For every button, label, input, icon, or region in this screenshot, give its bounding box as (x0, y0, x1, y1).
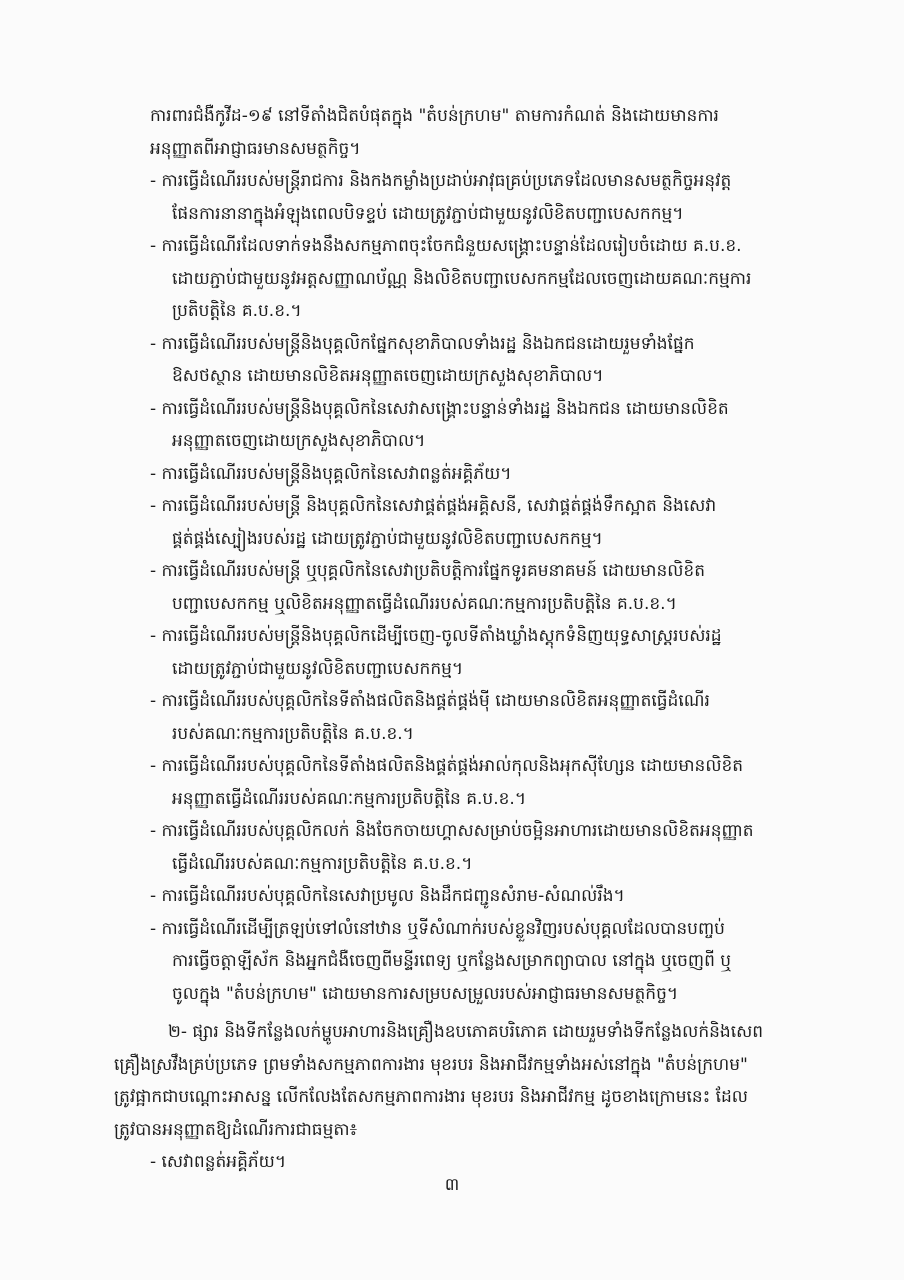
text-line: ត្រូវផ្អាកជាបណ្តោះអាសន្ន លើកលែងតែសកម្មភាពការងារ មុខរបរ និងអាជីវកម្ម ដូចខាងក្រោមនេះ ដែល (114, 1087, 748, 1107)
text-line: ការធ្វើចត្តាឡីស័ក និងអ្នកជំងឺចេញពីមន្ទីរពេទ្យ ឬកន្លែងសម្រាកព្យាបាល នៅក្នុង ឬចេញពី ឬ (172, 951, 732, 971)
list-item: - ការធ្វើដំណើររបស់បុគ្គលិកនៃទីតាំងផលិតនិងផ្គត់ផ្គង់អាល់កុលនិងអុកស៊ីហ្សែន ដោយមានលិខិត (150, 756, 744, 776)
list-item: - ការធ្វើដំណើររបស់បុគ្គលិកនៃសេវាប្រមូល និងដឹកជញ្ជូនសំរាម-សំណល់រឹង។ (150, 886, 625, 906)
list-item: - ការធ្វើដំណើររបស់មន្ត្រីនិងបុគ្គលិកនៃសេវាពន្លត់អគ្គិភ័យ។ (150, 463, 512, 484)
list-item: - សេវាពន្លត់អគ្គិភ័យ។ (150, 1152, 287, 1172)
text-line: បញ្ជាបេសកកម្ម ឬលិខិតអនុញ្ញាតធ្វើដំណើររបស់គណៈកម្មការប្រតិបត្តិនៃ គ.ប.ខ.។ (172, 593, 677, 614)
text-line: គ្រឿងស្រវឹងគ្រប់ប្រភេទ ព្រមទាំងសកម្មភាពការងារ មុខរបរ និងអាជីវកម្មទាំងអស់នៅក្នុង "តំបន់ក្រហម" (114, 1054, 748, 1075)
text-line: ធ្វើដំណើររបស់គណៈកម្មការប្រតិបត្តិនៃ គ.ប.ខ.។ (172, 853, 473, 874)
text-line: ឱសថស្ថាន ដោយមានលិខិតអនុញ្ញាតចេញដោយក្រសួងសុខាភិបាល។ (172, 366, 604, 386)
text-line: ចូលក្នុង "តំបន់ក្រហម" ដោយមានការសម្របសម្រួលរបស់អាជ្ញាធរមានសមត្ថកិច្ច។ (172, 983, 679, 1004)
list-item: - ការធ្វើដំណើររបស់មន្ត្រីរាជការ និងកងកម្លាំងប្រដាប់អាវុធគ្រប់ប្រភេទដែលមានសមត្ថកិច្ចអនុវត្ត (150, 171, 732, 191)
text-line: របស់គណៈកម្មការប្រតិបត្តិនៃ គ.ប.ខ.។ (172, 723, 414, 744)
list-item: - ការធ្វើដំណើររបស់មន្ត្រីនិងបុគ្គលិកនៃសេវាសង្គ្រោះបន្ទាន់ទាំងរដ្ឋ និងឯកជន ដោយមានលិខិត (150, 398, 729, 419)
section-heading-line: ២- ផ្សារ និងទីកន្លែងលក់ម្ហូបអាហារនិងគ្រឿងឧបភោគបរិភោគ ដោយរួមទាំងទីកន្លែងលក់និងសេព (168, 1022, 764, 1042)
text-line: ផ្គត់ផ្គង់ស្បៀងរបស់រដ្ឋ ដោយត្រូវភ្ជាប់ជាមួយនូវលិខិតបញ្ជាបេសកកម្ម។ (172, 528, 603, 549)
list-item: - ការធ្វើដំណើររបស់បុគ្គលិកលក់ និងចែកចាយហ្គាសសម្រាប់ចម្អិនអាហារដោយមានលិខិតអនុញ្ញាត (150, 821, 754, 841)
text-line: អនុញ្ញាតធ្វើដំណើររបស់គណៈកម្មការប្រតិបត្តិនៃ គ.ប.ខ.។ (172, 788, 527, 809)
text-line: ការពារជំងឺកូវីដ-១៩ នៅទីតាំងជិតបំផុតក្នុង "តំបន់ក្រហម" តាមការកំណត់ និងដោយមានការ (150, 106, 719, 126)
text-line: ដោយត្រូវភ្ជាប់ជាមួយនូវលិខិតបញ្ជាបេសកកម្ម។ (172, 658, 464, 679)
list-item: - ការធ្វើដំណើររបស់បុគ្គលិកនៃទីតាំងផលិតនិងផ្គត់ផ្គង់ម៉ី ដោយមានលិខិតអនុញ្ញាតធ្វើដំណើរ (150, 691, 710, 711)
list-item: - ការធ្វើដំណើរដើម្បីត្រឡប់ទៅលំនៅឋាន ឬទីសំណាក់របស់ខ្លួនវិញរបស់បុគ្គលដែលបានបញ្ចប់ (150, 918, 725, 939)
list-item: - ការធ្វើដំណើររបស់មន្ត្រីនិងបុគ្គលិកដើម្បីចេញ-ចូលទីតាំងឃ្លាំងស្តុកទំនិញយុទ្ធសាស្ត្ររបស់រដ្ឋ (150, 626, 722, 646)
text-line: ផែនការនានាក្នុងអំឡុងពេលបិទខ្ទប់ ដោយត្រូវភ្ជាប់ជាមួយនូវលិខិតបញ្ជាបេសកកម្ម។ (172, 203, 684, 224)
list-item: - ការធ្វើដំណើរដែលទាក់ទងនឹងសកម្មភាពចុះចែកជំនួយសង្គ្រោះបន្ទាន់ដែលរៀបចំដោយ គ.ប.ខ. (150, 236, 742, 256)
list-item: - ការធ្វើដំណើររបស់មន្ត្រីនិងបុគ្គលិកផ្នែកសុខាភិបាលទាំងរដ្ឋ និងឯកជនដោយរួមទាំងផ្នែក (150, 333, 695, 354)
list-item: - ការធ្វើដំណើររបស់មន្ត្រី និងបុគ្គលិកនៃសេវាផ្គត់ផ្គង់អគ្គិសនី, សេវាផ្គត់ផ្គង់ទឹកស្អាត និងសេវា (150, 496, 717, 516)
text-line: អនុញ្ញាតចេញដោយក្រសួងសុខាភិបាល។ (172, 431, 426, 451)
text-line: អនុញ្ញាតពីអាជ្ញាធរមានសមត្ថកិច្ច។ (150, 138, 361, 159)
body-text (114, 100, 850, 1179)
text-line: ដោយភ្ជាប់ជាមួយនូវអត្តសញ្ញាណប័ណ្ណ និងលិខិតបញ្ជាបេសកកម្មដែលចេញដោយគណៈកម្មការ (172, 268, 752, 289)
list-item: - ការធ្វើដំណើររបស់មន្ត្រី ឬបុគ្គលិកនៃសេវាប្រតិបត្តិការផ្នែកទូរគមនាគមន៍ ដោយមានលិខិត (150, 561, 706, 581)
page-number: ៣ (444, 1175, 460, 1195)
text-line: ប្រតិបត្តិនៃ គ.ប.ខ.។ (172, 301, 302, 321)
text-line: ត្រូវបានអនុញ្ញាតឱ្យដំណើរការជាធម្មតា៖ (114, 1119, 358, 1140)
